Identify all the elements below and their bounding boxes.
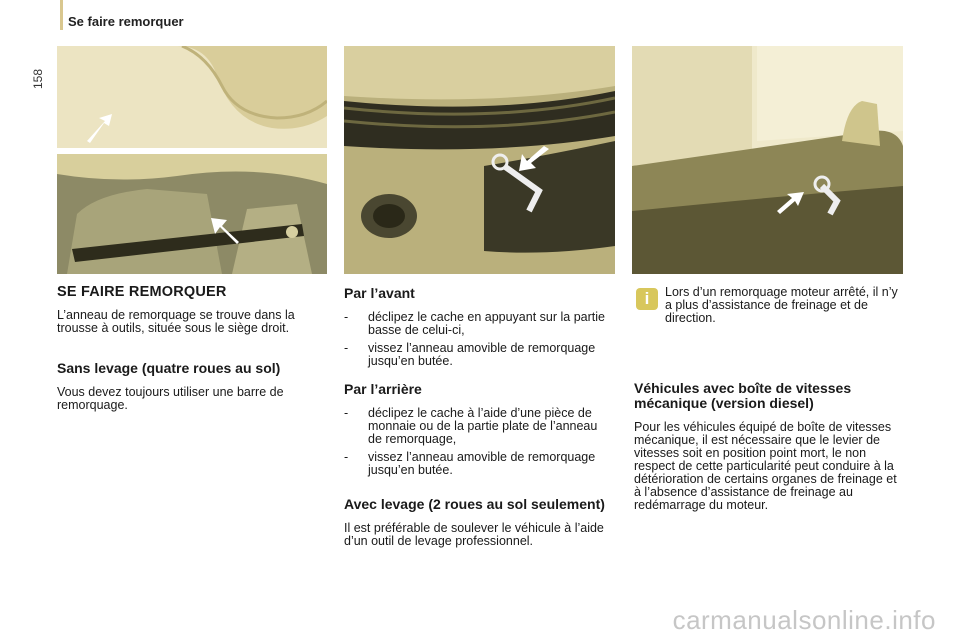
column-1: [57, 286, 327, 412]
rear-bumper-illustration: [632, 46, 903, 274]
info-icon: i: [636, 288, 658, 310]
column-3: [634, 381, 904, 512]
column-2: [344, 286, 614, 548]
seat-illustration: [57, 46, 327, 148]
toolkit-illustration: [57, 154, 327, 274]
info-note: Lors d’un remorquage moteur arrêté, il n’y a plus d’assistance de freinage et de direction.: [665, 285, 898, 325]
gearbox-text: Pour les véhicules équipé de boîte de vitesses mécanique, il est nécessaire que le levier de vitesses soit en position point mort, le non respect de cette particularité peut conduire à la détérioration de certains organes de freinage et à l’absence d’assistance de freinage au redémarrage du moteur.: [634, 420, 897, 512]
list-item: - vissez l’anneau amovible de remorquage jusqu’en butée.: [344, 341, 596, 368]
tow-intro: L’anneau de remorquage se trouve dans la trousse à outils, située sous le siège droit.: [57, 308, 295, 335]
no-lift-title: Sans levage (quatre roues au sol): [57, 360, 281, 376]
gearbox-title: Véhicules avec boîte de vitesses mécanique (version diesel): [634, 380, 852, 411]
page-number: 158: [31, 68, 46, 90]
front-list: [344, 311, 614, 368]
page-title: Se faire remorquer: [68, 14, 184, 29]
front-bumper-illustration: [344, 46, 615, 274]
lift-text: Il est préférable de soulever le véhicule à l’aide d’un outil de levage professionnel.: [344, 521, 604, 548]
lift-title: Avec levage (2 roues au sol seulement): [344, 496, 605, 512]
watermark: carmanualsonline.info: [672, 605, 936, 635]
section-title-tow: SE FAIRE REMORQUER: [57, 284, 227, 300]
list-item: - vissez l’anneau amovible de remorquage jusqu’en butée.: [344, 450, 596, 477]
header-accent-bar: [60, 0, 63, 30]
front-title: Par l’avant: [344, 285, 415, 301]
no-lift-text: Vous devez toujours utiliser une barre de remorquage.: [57, 385, 284, 412]
rear-list: [344, 407, 614, 477]
list-item: - déclipez le cache en appuyant sur la partie basse de celui-ci,: [344, 310, 605, 337]
list-item: - déclipez le cache à l’aide d’une pièce de monnaie ou de la partie plate de l’anneau de remorquage,: [344, 406, 598, 446]
rear-title: Par l’arrière: [344, 381, 422, 397]
